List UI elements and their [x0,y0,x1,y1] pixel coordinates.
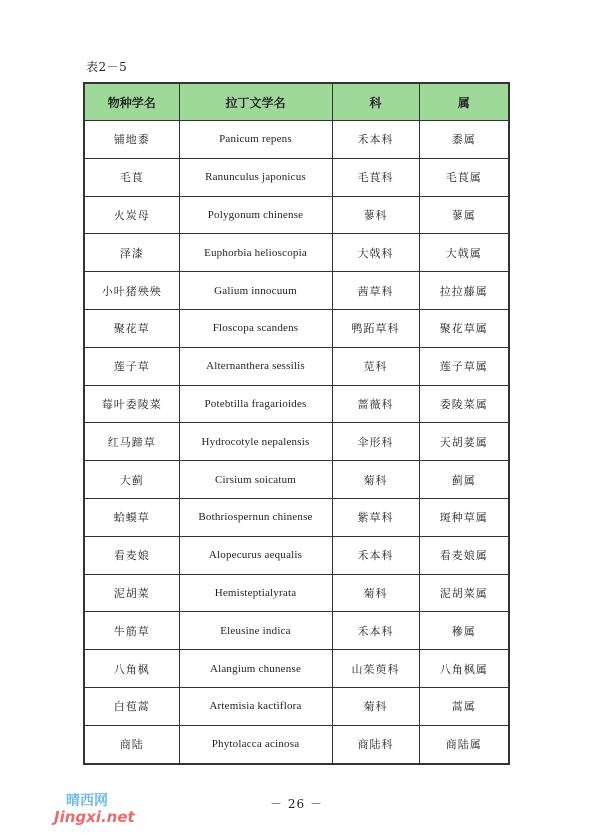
family-cell: 蔷薇科 [332,385,419,423]
genus-cell: 天胡荽属 [419,423,509,461]
table-row [84,196,509,234]
family-cell: 山茱萸科 [332,650,419,688]
family-cell: 禾本科 [332,536,419,574]
species-name-cell: 蛤蟆草 [84,498,179,536]
family-cell: 伞形科 [332,423,419,461]
species-name-cell: 泥胡菜 [84,574,179,612]
header-species-name: 物种学名 [84,83,179,121]
family-cell: 菊科 [332,687,419,725]
species-name-cell: 八角枫 [84,650,179,688]
family-cell: 商陆科 [332,725,419,763]
family-cell: 大戟科 [332,234,419,272]
species-name-cell: 白苞蒿 [84,687,179,725]
genus-cell: 黍属 [419,121,509,159]
table-row [84,309,509,347]
species-name-cell: 红马蹄草 [84,423,179,461]
latin-name-cell: Artemisia kactiflora [179,687,332,725]
watermark-logo [54,790,135,830]
watermark-text-cn: 晴西网 [66,793,108,809]
table-caption: 表2－5 [86,60,128,74]
page-number: － 26 － [270,797,323,811]
family-cell: 禾本科 [332,121,419,159]
genus-cell: 八角枫属 [419,650,509,688]
genus-cell: 泥胡菜属 [419,574,509,612]
species-name-cell: 看麦娘 [84,536,179,574]
latin-name-cell: Potebtilla fragarioides [179,385,332,423]
latin-name-cell: Eleusine indica [179,612,332,650]
family-cell: 菊科 [332,461,419,499]
table-row [84,725,509,763]
genus-cell: 拉拉藤属 [419,272,509,310]
genus-cell: 蓼属 [419,196,509,234]
genus-cell: 聚花草属 [419,309,509,347]
genus-cell: 看麦娘属 [419,536,509,574]
genus-cell: 毛茛属 [419,158,509,196]
table-row [84,121,509,159]
genus-cell: 商陆属 [419,725,509,763]
species-name-cell: 大蓟 [84,461,179,499]
species-table [83,82,510,765]
latin-name-cell: Alopecurus aequalis [179,536,332,574]
table-row [84,498,509,536]
family-cell: 茜草科 [332,272,419,310]
family-cell: 蓼科 [332,196,419,234]
table-row [84,687,509,725]
family-cell: 毛茛科 [332,158,419,196]
species-name-cell: 商陆 [84,725,179,763]
species-name-cell: 泽漆 [84,234,179,272]
genus-cell: 蓟属 [419,461,509,499]
latin-name-cell: Euphorbia helioscopia [179,234,332,272]
species-name-cell: 铺地黍 [84,121,179,159]
genus-cell: 委陵菜属 [419,385,509,423]
latin-name-cell: Phytolacca acinosa [179,725,332,763]
species-name-cell: 牛筋草 [84,612,179,650]
family-cell: 紫草科 [332,498,419,536]
table-row [84,423,509,461]
latin-name-cell: Hemisteptialyrata [179,574,332,612]
species-name-cell: 火炭母 [84,196,179,234]
family-cell: 菊科 [332,574,419,612]
table-row [84,574,509,612]
table-row [84,461,509,499]
table-row [84,234,509,272]
table-row [84,650,509,688]
table-row [84,385,509,423]
latin-name-cell: Alangium chunense [179,650,332,688]
latin-name-cell: Bothriospernun chinense [179,498,332,536]
latin-name-cell: Galium innocuum [179,272,332,310]
latin-name-cell: Hydrocotyle nepalensis [179,423,332,461]
table-header-row [84,83,509,121]
genus-cell: 大戟属 [419,234,509,272]
table-row [84,347,509,385]
species-name-cell: 毛茛 [84,158,179,196]
header-genus: 属 [419,83,509,121]
genus-cell: 蒿属 [419,687,509,725]
species-name-cell: 小叶猪殃殃 [84,272,179,310]
header-family: 科 [332,83,419,121]
genus-cell: 莲子草属 [419,347,509,385]
latin-name-cell: Ranunculus japonicus [179,158,332,196]
table-body [84,121,509,764]
latin-name-cell: Alternanthera sessilis [179,347,332,385]
family-cell: 禾本科 [332,612,419,650]
species-name-cell: 莲子草 [84,347,179,385]
latin-name-cell: Floscopa scandens [179,309,332,347]
family-cell: 苋科 [332,347,419,385]
species-name-cell: 莓叶委陵菜 [84,385,179,423]
genus-cell: 斑种草属 [419,498,509,536]
table-row [84,158,509,196]
header-latin-name: 拉丁文学名 [179,83,332,121]
table-row [84,536,509,574]
latin-name-cell: Cirsium soicatum [179,461,332,499]
species-name-cell: 聚花草 [84,309,179,347]
watermark-text-en: Jingxi.net [54,808,135,826]
latin-name-cell: Polygonum chinense [179,196,332,234]
family-cell: 鸭跖草科 [332,309,419,347]
genus-cell: 穇属 [419,612,509,650]
latin-name-cell: Panicum repens [179,121,332,159]
table-row [84,612,509,650]
table-row [84,272,509,310]
